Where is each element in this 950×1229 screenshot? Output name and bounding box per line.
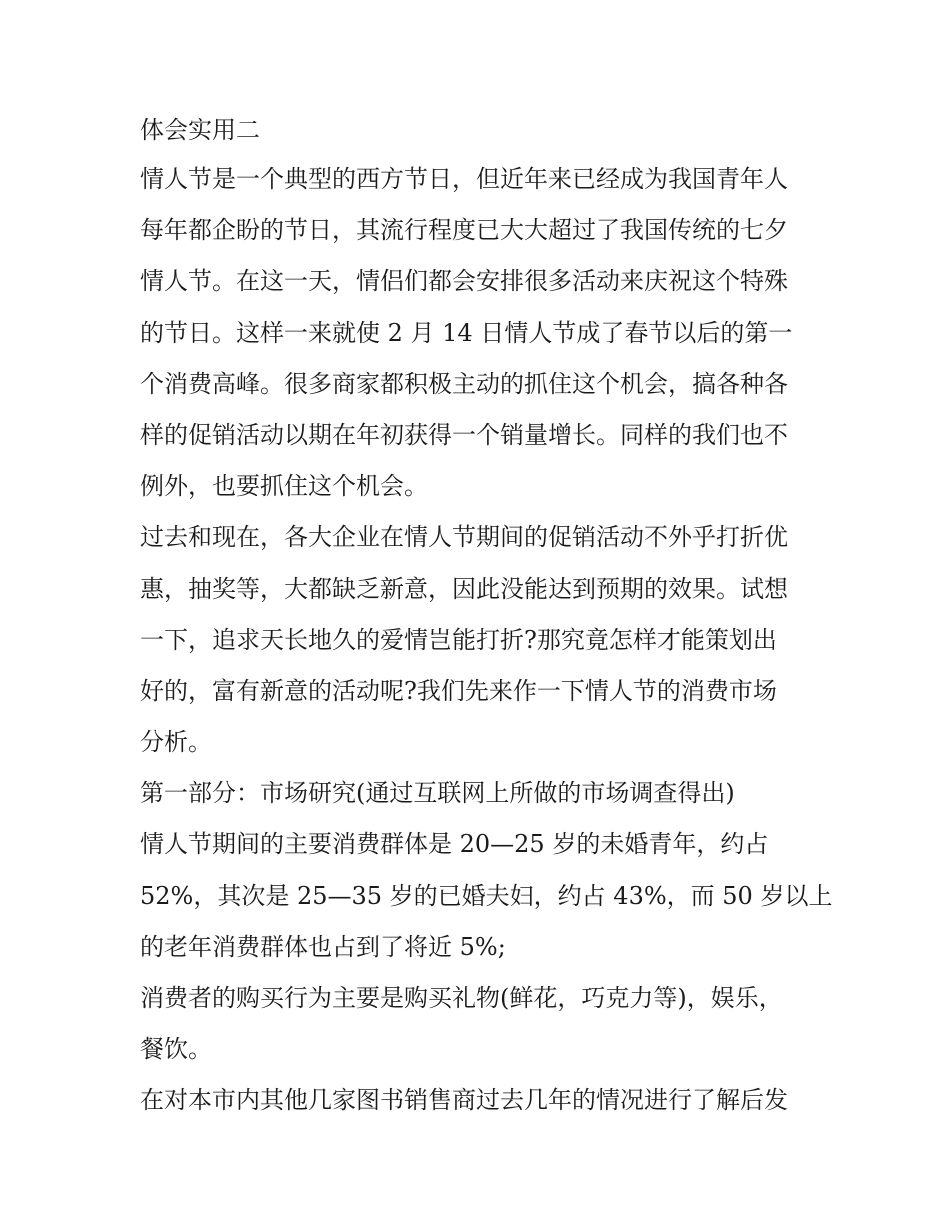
section-heading-line: 第一部分：市场研究(通过互联网上所做的市场调查得出) (140, 779, 735, 808)
paragraph-line: 情人节。在这一天，情侣们都会安排很多活动来庆祝这个特殊 (140, 267, 788, 296)
paragraph-line: 的节日。这样一来就使 2 月 14 日情人节成了春节以后的第一 (140, 318, 793, 347)
paragraph-line: 好的，富有新意的活动呢?我们先来作一下情人节的消费市场 (140, 676, 777, 705)
paragraph-line: 例外，也要抓住这个机会。 (140, 472, 428, 501)
paragraph-line: 一下，追求天长地久的爱情岂能打折?那究竟怎样才能策划出 (140, 625, 777, 654)
paragraph-line: 52%，其次是 25—35 岁的已婚夫妇，约占 43%，而 50 岁以上 (140, 881, 833, 910)
document-title: 体会实用二 (140, 116, 260, 144)
paragraph-line: 惠，抽奖等，大都缺乏新意，因此没能达到预期的效果。试想 (140, 574, 788, 603)
document-body (140, 106, 833, 1127)
paragraph-line: 过去和现在，各大企业在情人节期间的促销活动不外乎打折优 (140, 523, 788, 552)
paragraph-line: 的老年消费群体也占到了将近 5%; (140, 932, 506, 961)
paragraph-line: 餐饮。 (140, 1035, 212, 1064)
paragraph-line: 每年都企盼的节日，其流行程度已大大超过了我国传统的七夕 (140, 216, 788, 245)
paragraph-line: 个消费高峰。很多商家都积极主动的抓住这个机会，搞各种各 (140, 369, 788, 398)
paragraph-line: 情人节期间的主要消费群体是 20—25 岁的未婚青年，约占 (140, 830, 769, 859)
paragraph-line: 分析。 (140, 728, 212, 757)
paragraph-line: 消费者的购买行为主要是购买礼物(鲜花，巧克力等)，娱乐， (140, 984, 783, 1012)
paragraph-line: 样的促销活动以期在年初获得一个销量增长。同样的我们也不 (140, 420, 788, 449)
paragraph-line: 在对本市内其他几家图书销售商过去几年的情况进行了解后发 (140, 1086, 788, 1115)
paragraph-line: 情人节是一个典型的西方节日，但近年来已经成为我国青年人 (140, 165, 788, 193)
